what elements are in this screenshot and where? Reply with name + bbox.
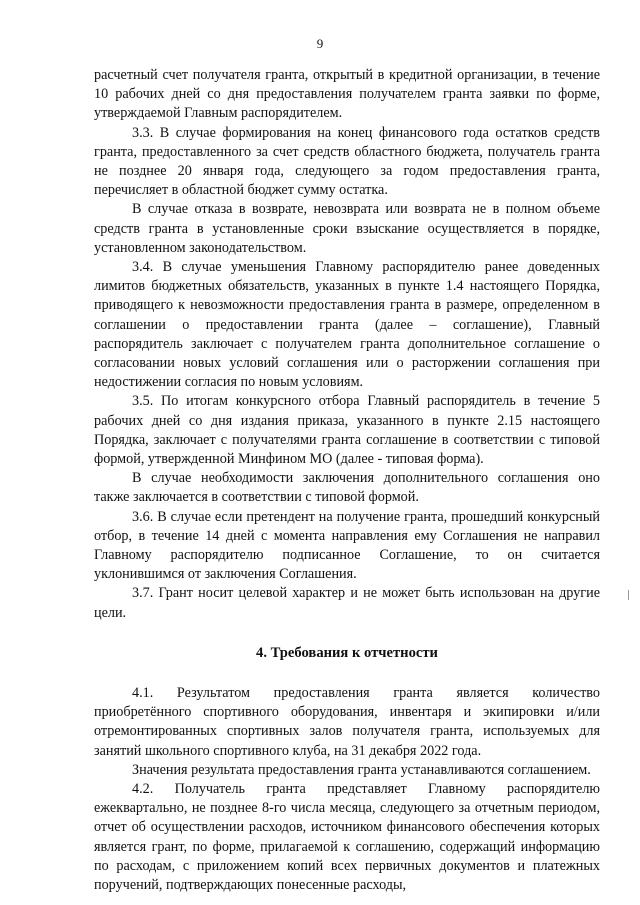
- paragraph-3-7: 3.7. Грант носит целевой характер и не может быть использован на другие цели.: [94, 585, 600, 621]
- paragraph-3-5: 3.5. По итогам конкурсного отбора Главный распорядитель в течение 5 рабочих дней со дня издания приказа, указанного в пункте 2.15 настоящего Порядка, заключает с получателями гранта соглашение в соответствии с типовой формой, утвержденной Минфином МО (далее - типовая форма).: [94, 393, 600, 468]
- page-number: 9: [316, 36, 324, 51]
- paragraph-4-1: 4.1. Результатом предоставления гранта является количество приобретённого спортивного оборудования, инвентаря и экипировки и/или отремонтированных спортивных залов получателя гранта, используемых для занятий школьного спортивного клуба, на 31 декабря 2022 года.: [94, 684, 600, 759]
- paragraph-3-5-additional: В случае необходимости заключения дополнительного соглашения оно также заключается в соответствии с типовой формой.: [94, 470, 600, 506]
- section-heading: 4. Требования к отчетности: [256, 644, 438, 661]
- paragraph-4-1-values: Значения результата предоставления гранта устанавливаются соглашением.: [132, 761, 591, 778]
- paragraph-4-2: 4.2. Получатель гранта представляет Главному распорядителю ежеквартально, не позднее 8-го числа месяца, следующего за отчетным периодом, отчет об осуществлении расходов, источником финансового обеспечения которых является грант, по форме, прилагаемой к соглашению, содержащий информацию по расходам, с приложением копий всех первичных документов и платежных поручений, подтверждающих понесенные расходы,: [94, 780, 600, 893]
- paragraph-3-3: 3.3. В случае формирования на конец финансового года остатков средств гранта, предоставленного за счет средств областного бюджета, получатель гранта не позднее 20 января года, следующего за годом предоставления гранта, перечисляет в областной бюджет сумму остатка.: [94, 124, 600, 199]
- paragraph-3-3-refusal: В случае отказа в возврате, невозврата или возврата не в полном объеме средств гранта в установленные сроки взыскание осуществляется в порядке, установленном законодательством.: [94, 201, 600, 256]
- margin-mark: [628, 590, 632, 600]
- document-body: [94, 66, 600, 895]
- paragraph-3-2-continuation: расчетный счет получателя гранта, открытый в кредитной организации, в течение 10 рабочих дней со дня предоставления получателем гранта заявки по форме, утверждаемой Главным распорядителем.: [94, 67, 600, 122]
- paragraph-3-4: 3.4. В случае уменьшения Главному распорядителю ранее доведенных лимитов бюджетных обязательств, указанных в пункте 1.4 настоящего Порядка, приводящего к невозможности предоставления гранта в размере, определенном в соглашении о предоставлении гранта (далее – соглашение), Главный распорядитель заключает с получателем гранта дополнительное соглашение о согласовании новых условий соглашения или о расторжении соглашения при недостижении согласия по новым условиям.: [94, 259, 600, 391]
- paragraph-3-6: 3.6. В случае если претендент на получение гранта, прошедший конкурсный отбор, в течение 14 дней с момента направления ему Соглашения не направил Главному распорядителю подписанное Соглашение, то он считается уклонившимся от заключения Соглашения.: [94, 508, 600, 583]
